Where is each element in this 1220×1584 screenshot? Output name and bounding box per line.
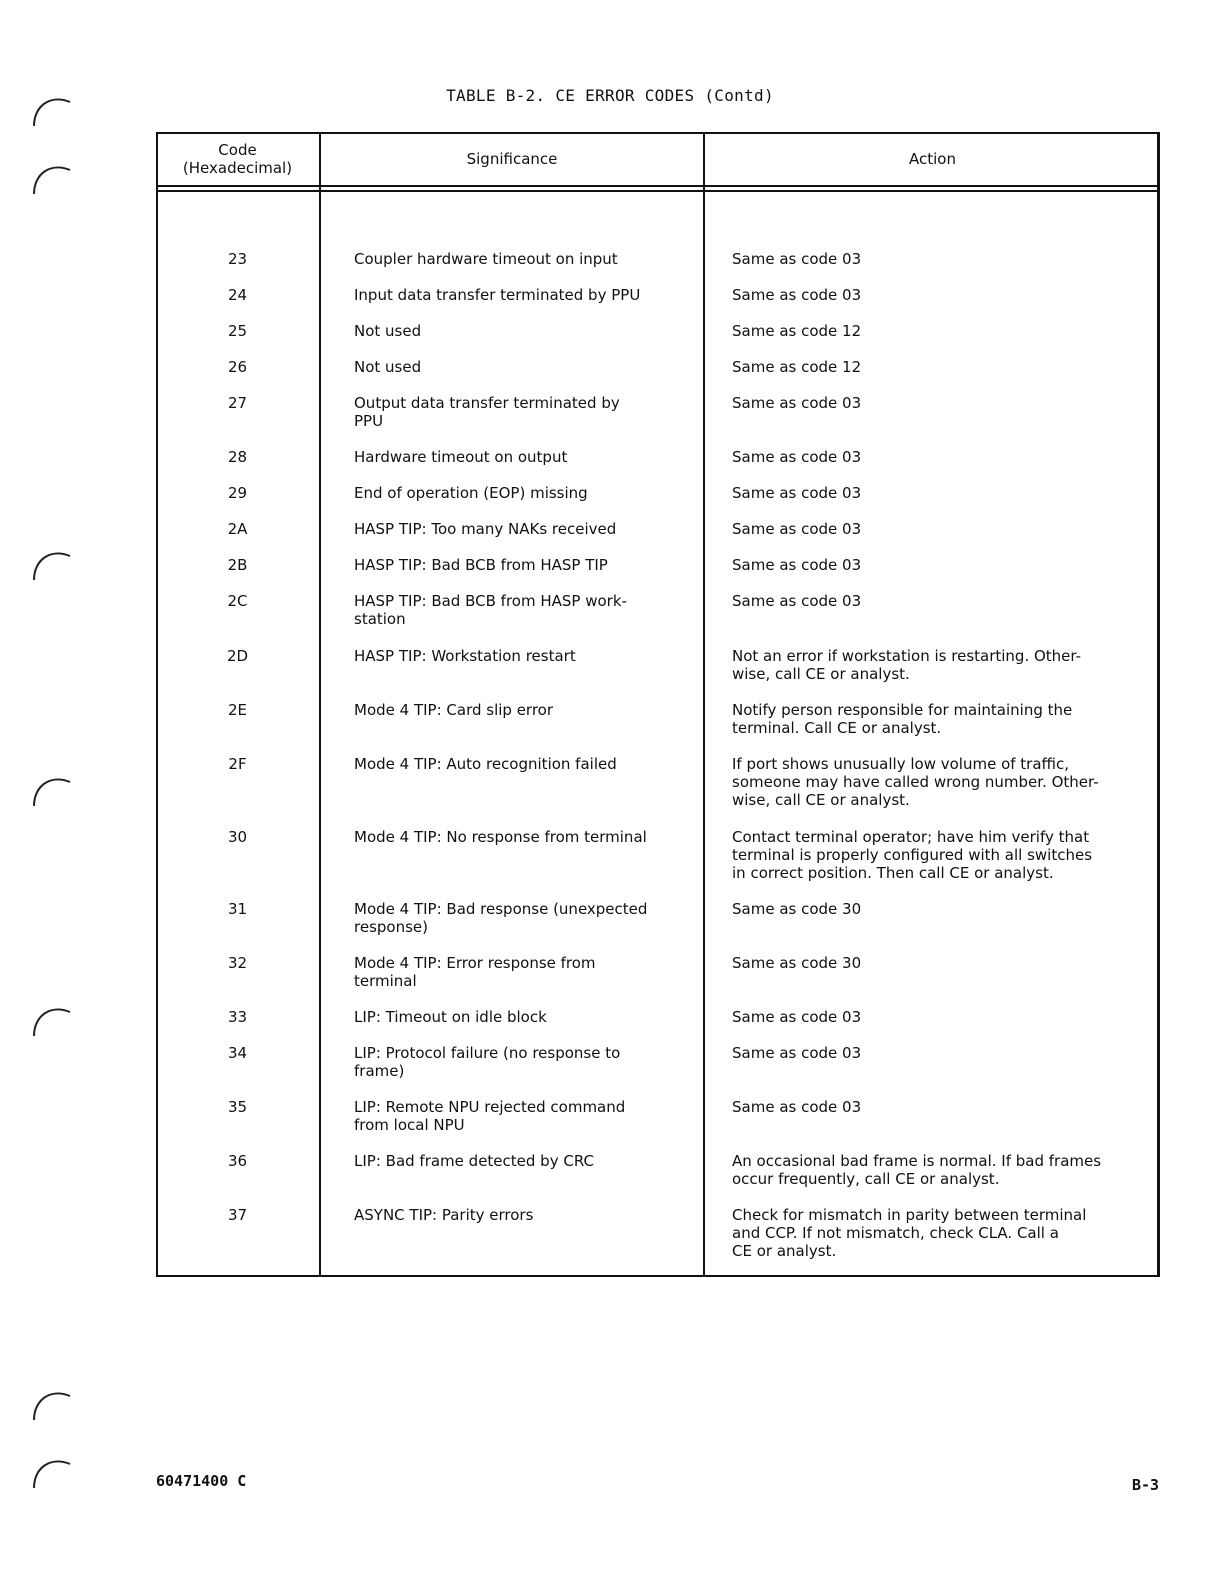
error-codes-table: [156, 132, 1160, 1277]
table-row-significance: Mode 4 TIP: No response from terminal: [354, 828, 647, 846]
table-row-action: Not an error if workstation is restarting. Other- wise, call CE or analyst.: [732, 647, 1082, 683]
table-row-significance: LIP: Protocol failure (no response to frame): [354, 1044, 621, 1080]
page-title: TABLE B-2. CE ERROR CODES (Contd): [446, 86, 774, 105]
table-row-action: Contact terminal operator; have him verify that terminal is properly configured with all switches in correct position. Then call CE or analyst.: [732, 828, 1093, 882]
table-row-code: 33: [227, 1008, 248, 1026]
binder-hole-mark-icon: [30, 546, 74, 582]
table-row-code: 28: [227, 448, 248, 466]
header-significance: Significance: [466, 150, 558, 168]
table-row-significance: Hardware timeout on output: [354, 448, 568, 466]
page-number: B-3: [1132, 1476, 1160, 1494]
table-row-code: 37: [227, 1206, 248, 1224]
table-row-code: 23: [227, 250, 248, 268]
table-row-significance: End of operation (EOP) missing: [354, 484, 588, 502]
table-row-code: 34: [227, 1044, 248, 1062]
table-row-significance: ASYNC TIP: Parity errors: [354, 1206, 534, 1224]
table-row-significance: Mode 4 TIP: Error response from terminal: [354, 954, 596, 990]
table-row-code: 2D: [226, 647, 249, 665]
table-row-action: Check for mismatch in parity between terminal and CCP. If not mismatch, check CLA. Call a CE or analyst.: [732, 1206, 1087, 1260]
table-row-code: 30: [227, 828, 248, 846]
table-row-code: 2B: [227, 556, 248, 574]
table-row-significance: Mode 4 TIP: Auto recognition failed: [354, 755, 617, 773]
table-row-significance: Mode 4 TIP: Card slip error: [354, 701, 554, 719]
table-row-code: 32: [227, 954, 248, 972]
header-action: Action: [909, 150, 956, 168]
table-row-significance: Coupler hardware timeout on input: [354, 250, 618, 268]
header-code: Code (Hexadecimal): [182, 141, 293, 177]
table-row-action: Same as code 30: [732, 900, 862, 918]
document-number: 60471400 C: [156, 1472, 247, 1490]
header-rule: [156, 190, 1160, 192]
table-row-action: Same as code 30: [732, 954, 862, 972]
table-row-significance: Mode 4 TIP: Bad response (unexpected response): [354, 900, 648, 936]
table-row-code: 26: [227, 358, 248, 376]
table-row-code: 2F: [228, 755, 247, 773]
table-row-action: Same as code 03: [732, 1098, 862, 1116]
table-row-significance: LIP: Remote NPU rejected command from local NPU: [354, 1098, 626, 1134]
table-row-action: Same as code 12: [732, 358, 862, 376]
binder-hole-mark-icon: [30, 1454, 74, 1490]
table-row-significance: Input data transfer terminated by PPU: [354, 286, 641, 304]
table-row-code: 24: [227, 286, 248, 304]
table-row-code: 29: [227, 484, 248, 502]
table-row-code: 27: [227, 394, 248, 412]
table-row-action: Same as code 12: [732, 322, 862, 340]
table-row-code: 35: [227, 1098, 248, 1116]
table-row-significance: HASP TIP: Workstation restart: [354, 647, 576, 665]
table-row-significance: HASP TIP: Bad BCB from HASP work- station: [354, 592, 627, 628]
binder-hole-mark-icon: [30, 1002, 74, 1038]
table-row-significance: Output data transfer terminated by PPU: [354, 394, 620, 430]
table-row-action: Same as code 03: [732, 1008, 862, 1026]
binder-hole-mark-icon: [30, 160, 74, 196]
table-row-action: Same as code 03: [732, 1044, 862, 1062]
table-row-significance: LIP: Timeout on idle block: [354, 1008, 547, 1026]
column-divider: [319, 132, 321, 1277]
table-row-significance: Not used: [354, 322, 422, 340]
table-row-action: An occasional bad frame is normal. If bad frames occur frequently, call CE or analyst.: [732, 1152, 1102, 1188]
table-row-significance: Not used: [354, 358, 422, 376]
table-row-action: Same as code 03: [732, 250, 862, 268]
binder-hole-mark-icon: [30, 772, 74, 808]
table-row-code: 25: [227, 322, 248, 340]
table-row-action: Same as code 03: [732, 556, 862, 574]
table-row-action: Same as code 03: [732, 448, 862, 466]
table-row-code: 31: [227, 900, 248, 918]
table-row-significance: HASP TIP: Too many NAKs received: [354, 520, 617, 538]
table-row-code: 2C: [227, 592, 248, 610]
column-divider: [703, 132, 705, 1277]
binder-hole-mark-icon: [30, 1386, 74, 1422]
table-row-action: Same as code 03: [732, 394, 862, 412]
table-row-action: Same as code 03: [732, 520, 862, 538]
table-row-action: Same as code 03: [732, 484, 862, 502]
table-row-action: Same as code 03: [732, 592, 862, 610]
table-row-code: 2A: [227, 520, 248, 538]
table-row-significance: LIP: Bad frame detected by CRC: [354, 1152, 594, 1170]
table-row-action: Same as code 03: [732, 286, 862, 304]
table-row-significance: HASP TIP: Bad BCB from HASP TIP: [354, 556, 608, 574]
table-row-action: Notify person responsible for maintaining the terminal. Call CE or analyst.: [732, 701, 1073, 737]
table-row-code: 36: [227, 1152, 248, 1170]
binder-hole-mark-icon: [30, 92, 74, 128]
table-row-action: If port shows unusually low volume of traffic, someone may have called wrong number. Other- wise, call CE or analyst.: [732, 755, 1099, 809]
table-row-code: 2E: [227, 701, 248, 719]
